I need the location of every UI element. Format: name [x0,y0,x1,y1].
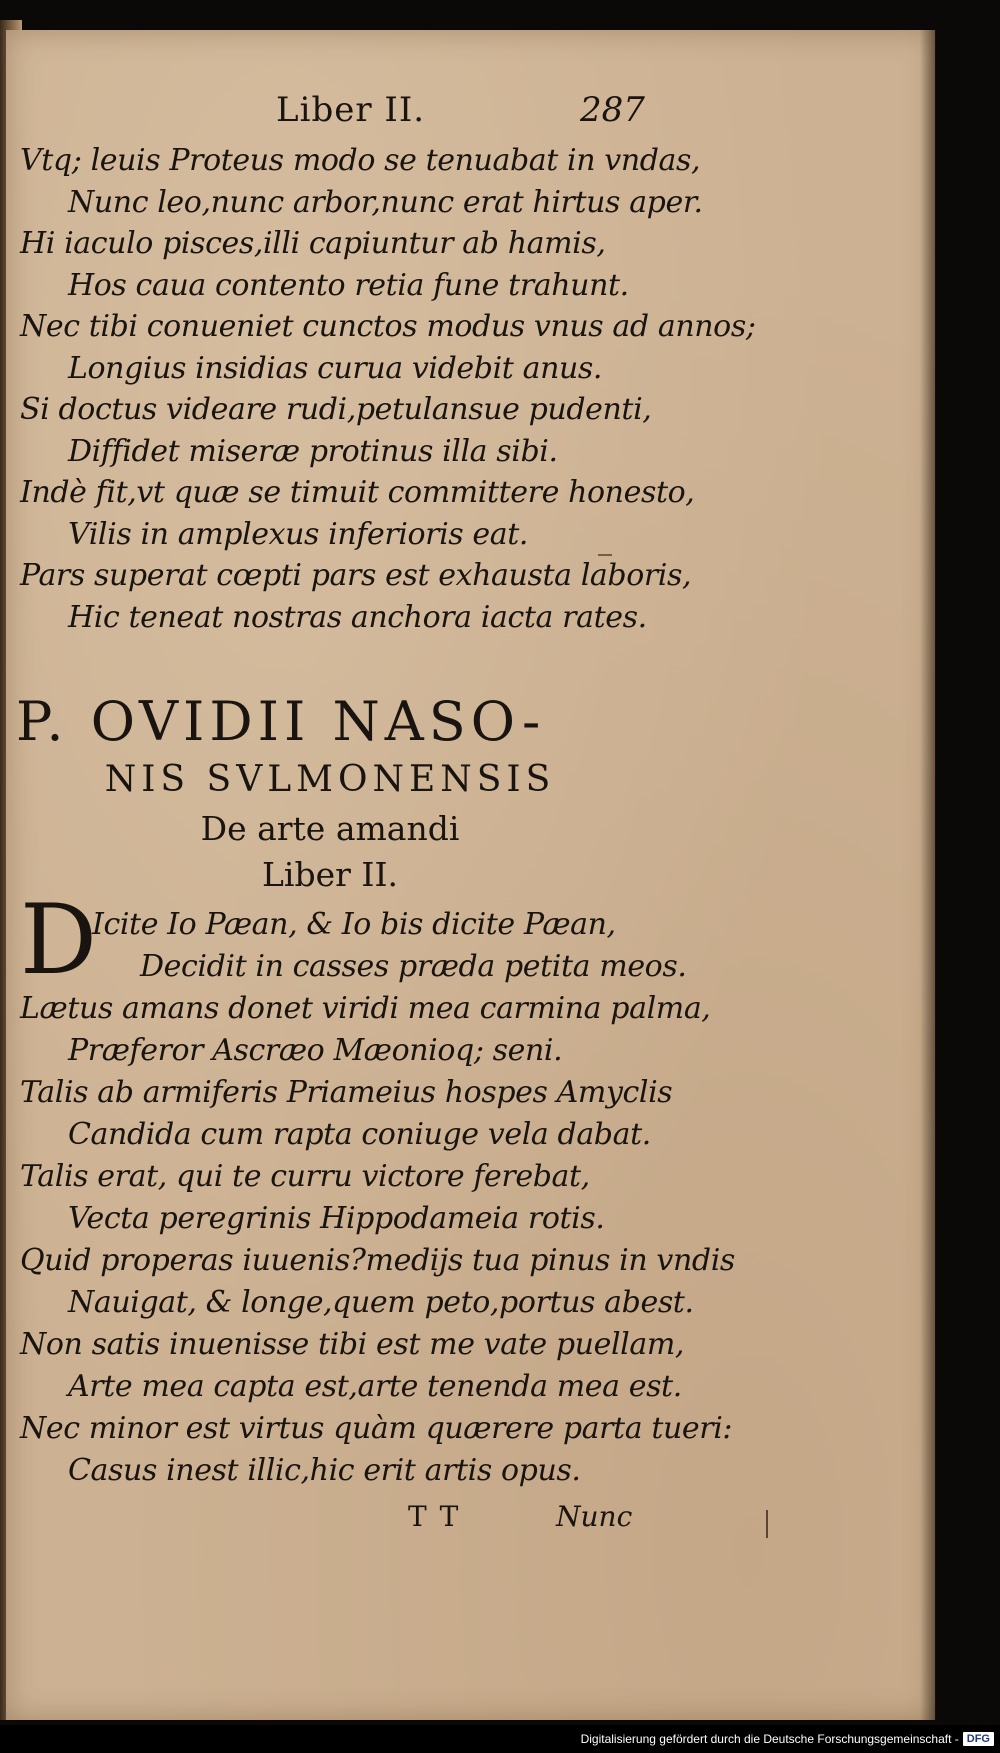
verse-line: Pars superat cœpti pars est exhausta laboris, [20,558,692,593]
digitization-credit [581,1729,994,1749]
verse-line: Talis ab armiferis Priameius hospes Amyclis [20,1075,673,1110]
verse-line: Icite Io Pæan, & Io bis dicite Pæan, [92,907,616,942]
catchword: Nunc [556,1500,633,1533]
page-header [270,90,670,140]
verse-line: Talis erat, qui te curru victore ferebat, [20,1159,590,1194]
verse-line: Decidit in casses præda petita meos. [140,949,687,984]
page-footer [20,1500,660,1544]
drop-cap: D [20,884,97,996]
title-book-number: Liber II. [262,855,398,894]
verse-line: Vtq; leuis Proteus modo se tenuabat in vndas, [20,143,701,178]
credit-text: Digitalisierung gefördert durch die Deutsche Forschungsgemeinschaft - [580,1732,959,1746]
opening-verses [20,884,687,996]
verse-line: Longius insidias curua videbit anus. [68,350,603,386]
verse-line: Candida cum rapta coniuge vela dabat. [68,1117,651,1152]
verse-block-top [20,140,756,638]
title-work: De arte amandi [200,809,460,848]
verse-line: Hi iaculo pisces,illi capiuntur ab hamis, [20,226,606,261]
verse-line: Quid properas iuuenis?medijs tua pinus in vndis [20,1243,735,1278]
margin-mark [766,1510,768,1538]
verse-line: Nauigat, & longe,quem peto,portus abest. [68,1285,694,1320]
verse-line: Nunc leo,nunc arbor,nunc erat hirtus aper. [68,184,703,220]
verse-block-bottom [20,988,735,1492]
verse-line: Nec minor est virtus quàm quærere parta tueri: [20,1411,733,1446]
verse-line: Nec tibi conueniet cunctos modus vnus ad annos; [20,309,756,344]
verse-line: Vilis in amplexus inferioris eat. [68,516,529,552]
page-shadow [920,30,936,1720]
verse-line: Indè fit,vt quæ se timuit committere honesto, [20,475,695,510]
verse-line: Non satis inuenisse tibi est me vate puellam, [20,1327,685,1362]
margin-dash [598,554,612,556]
book-title [0,690,660,898]
verse-line: Præferor Ascræo Mæonioq; seni. [68,1033,563,1068]
verse-line: Lætus amans donet viridi mea carmina palma, [20,991,711,1026]
verse-line: Hic teneat nostras anchora iacta rates. [68,599,647,635]
verse-line: Casus inest illic,hic erit artis opus. [68,1453,581,1488]
dfg-logo-icon: DFG [963,1732,994,1746]
page-number: 287 [580,90,645,130]
verse-line: Diffidet miseræ protinus illa sibi. [68,433,558,469]
title-author-line: P. OVIDII NASO- [16,690,546,753]
title-author-line-2: NIS SVLMONENSIS [104,759,556,800]
running-title: Liber II. [276,90,426,130]
verse-line: Hos caua contento retia fune trahunt. [68,267,629,303]
signature-mark: T T [408,1500,461,1533]
verse-line: Arte mea capta est,arte tenenda mea est. [68,1369,682,1404]
verse-line: Si doctus videare rudi,petulansue pudenti, [20,392,652,427]
verse-line: Vecta peregrinis Hippodameia rotis. [68,1201,605,1236]
